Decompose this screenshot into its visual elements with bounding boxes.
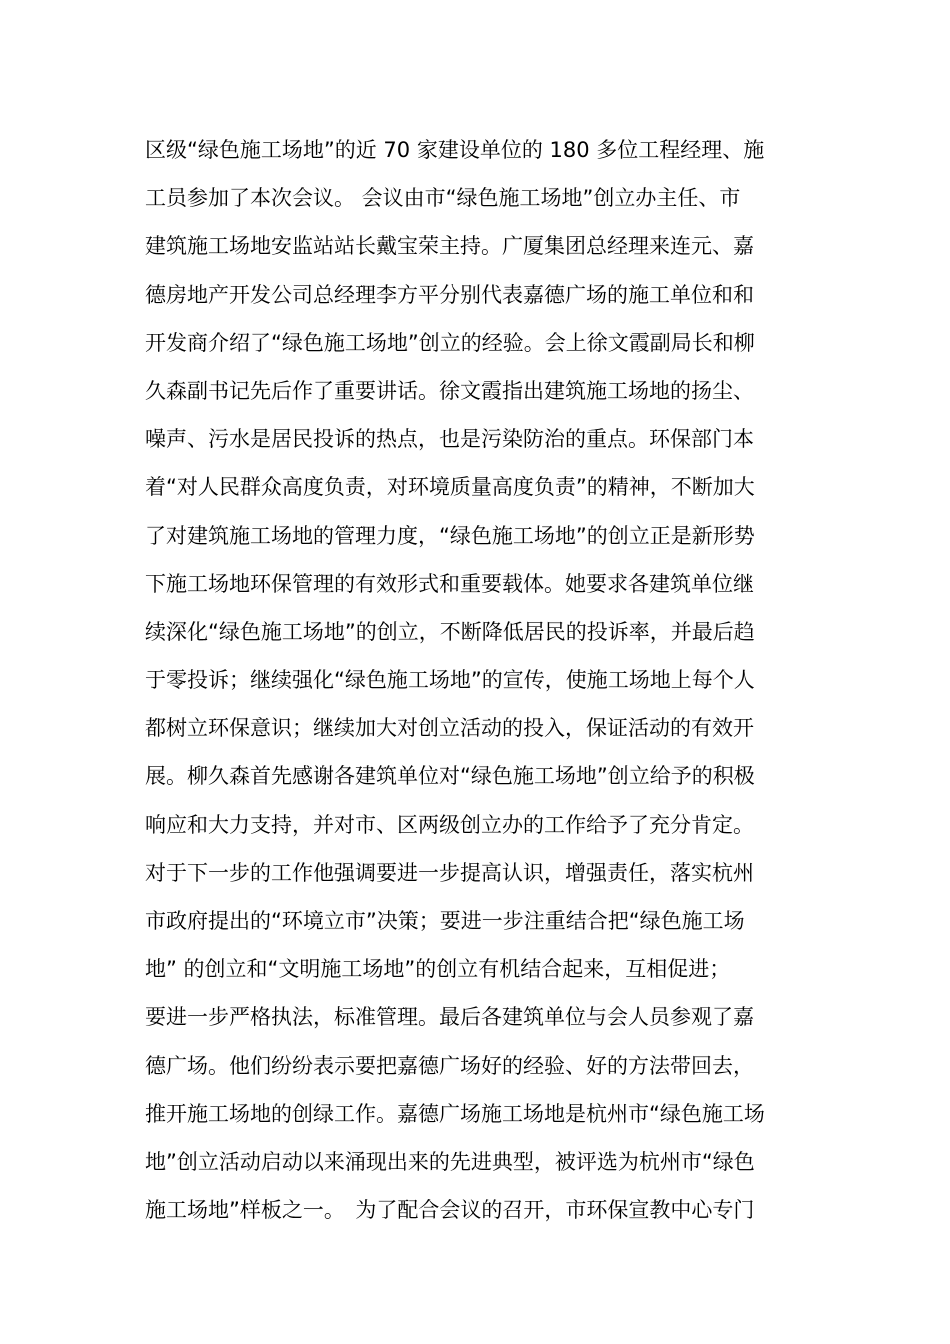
text-line: 推开施工场地的创绿工作。嘉德广场施工场地是杭州市“绿色施工场 <box>145 1101 765 1126</box>
body-text <box>145 126 815 1234</box>
text-line: 展。柳久森首先感谢各建筑单位对“绿色施工场地”创立给予的积极 <box>145 764 755 789</box>
text-line: 续深化“绿色施工场地”的创立，不断降低居民的投诉率，并最后趋 <box>145 619 755 644</box>
text-line: 区级“绿色施工场地”的近 70 家建设单位的 180 多位工程经理、施 <box>145 138 765 162</box>
text-line: 下施工场地环保管理的有效形式和重要载体。她要求各建筑单位继 <box>145 571 754 596</box>
text-line: 响应和大力支持，并对市、区两级创立办的工作给予了充分肯定。 <box>145 812 754 837</box>
text-line: 德房地产开发公司总经理李方平分别代表嘉德广场的施工单位和和 <box>145 282 754 307</box>
text-line: 于零投诉；继续强化“绿色施工场地”的宣传，使施工场地上每个人 <box>145 668 755 693</box>
text-line: 着“对人民群众高度负责，对环境质量高度负责”的精神，不断加大 <box>145 475 755 500</box>
text-line: 都树立环保意识；继续加大对创立活动的投入，保证活动的有效开 <box>145 716 754 741</box>
text-line: 对于下一步的工作他强调要进一步提高认识，增强责任，落实杭州 <box>145 860 754 885</box>
text-line: 地” 的创立和“文明施工场地”的创立有机结合起来，互相促进； <box>145 957 731 982</box>
text-line: 开发商介绍了“绿色施工场地”创立的经验。会上徐文霞副局长和柳 <box>145 330 755 355</box>
text-line: 噪声、污水是居民投诉的热点，也是污染防治的重点。环保部门本 <box>145 427 754 452</box>
text-line: 地”创立活动启动以来涌现出来的先进典型，被评选为杭州市“绿色 <box>145 1149 755 1174</box>
text-line: 市政府提出的“环境立市”决策；要进一步注重结合把“绿色施工场 <box>145 909 745 933</box>
text-line: 要进一步严格执法，标准管理。最后各建筑单位与会人员参观了嘉 <box>145 1005 754 1030</box>
text-line: 德广场。他们纷纷表示要把嘉德广场好的经验、好的方法带回去， <box>145 1053 754 1078</box>
text-line: 工员参加了本次会议。 会议由市“绿色施工场地”创立办主任、市 <box>145 186 741 211</box>
text-line: 建筑施工场地安监站站长戴宝荣主持。广厦集团总经理来连元、嘉 <box>145 234 754 259</box>
text-line: 久森副书记先后作了重要讲话。徐文霞指出建筑施工场地的扬尘、 <box>145 378 754 403</box>
text-line: 施工场地”样板之一。 为了配合会议的召开，市环保宣教中心专门 <box>145 1198 755 1223</box>
text-line: 了对建筑施工场地的管理力度，“绿色施工场地”的创立正是新形势 <box>145 523 755 548</box>
